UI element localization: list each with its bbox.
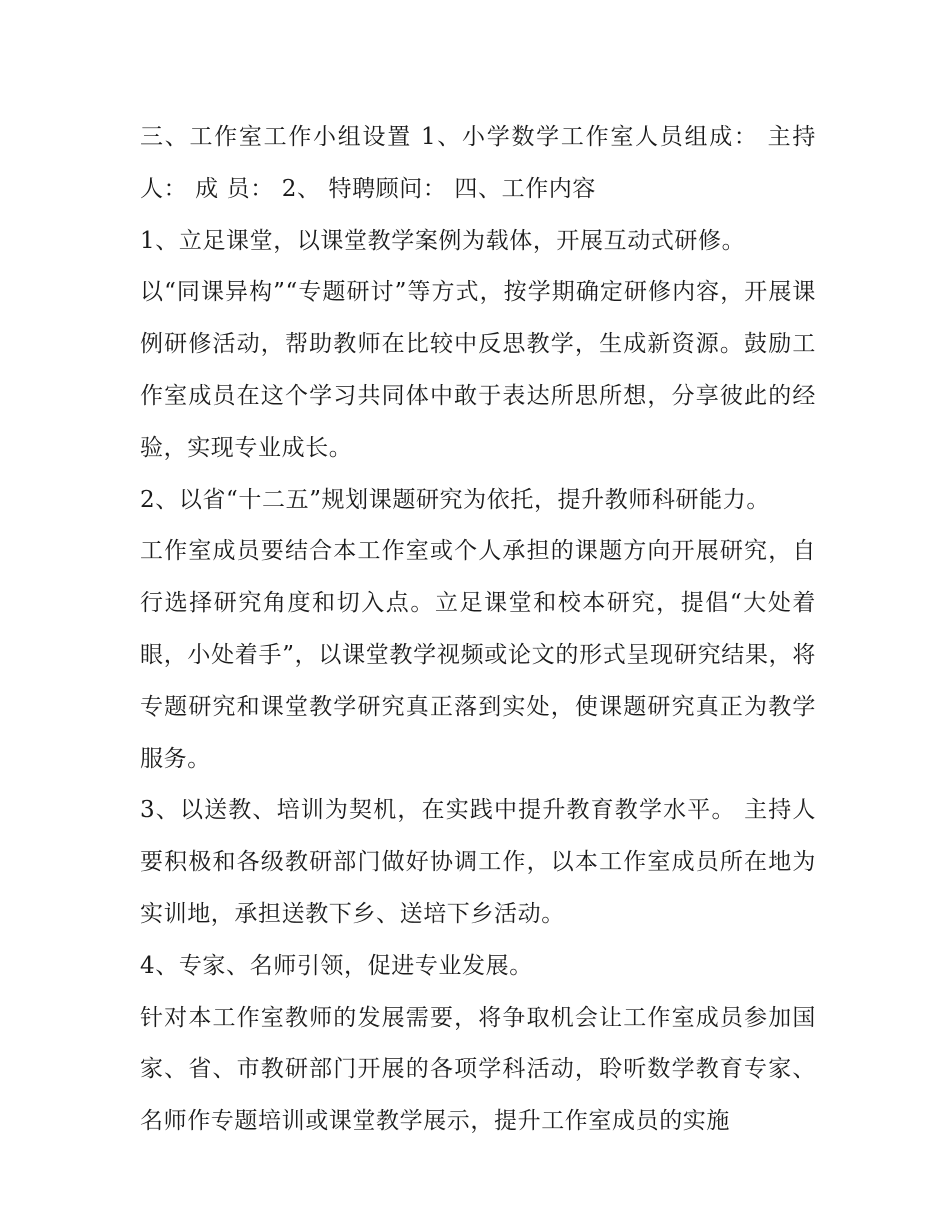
item-1-body: 以“同课异构”“专题研讨”等方式，按学期确定研修内容，开展课例研修活动，帮助教师在比较中反思教学，生成新资源。鼓励工作室成员在这个学习共同体中敢于表达所思所想，分享彼此的经验，实现专业成长。 [140, 279, 816, 461]
section-heading-paragraph: 三、工作室工作小组设置 1、小学数学工作室人员组成： 主持人： 成 员： 2、 特聘顾问： 四、工作内容 [140, 124, 816, 202]
item-4-heading: 4、专家、名师引领，促进专业发展。 [140, 952, 533, 979]
item-2-body: 工作室成员要结合本工作室或个人承担的课题方向开展研究，自行选择研究角度和切入点。立足课堂和校本研究，提倡“大处着眼，小处着手”，以课堂教学视频或论文的形式呈现研究结果，将专题研究和课堂教学研究真正落到实处，使课题研究真正为教学服务。 [140, 538, 816, 772]
document-page [140, 112, 816, 1148]
item-1-heading: 1、立足课堂，以课堂教学案例为载体，开展互动式研修。 [140, 227, 746, 254]
item-2-heading: 2、以省“十二五”规划课题研究为依托，提升教师科研能力。 [140, 486, 770, 513]
item-3-paragraph: 3、以送教、培训为契机，在实践中提升教育教学水平。 主持人要积极和各级教研部门做好协调工作，以本工作室成员所在地为实训地，承担送教下乡、送培下乡活动。 [140, 797, 816, 927]
item-4-body: 针对本工作室教师的发展需要，将争取机会让工作室成员参加国家、省、市教研部门开展的各项学科活动，聆听数学教育专家、名师作专题培训或课堂教学展示，提升工作室成员的实施 [140, 1004, 816, 1135]
